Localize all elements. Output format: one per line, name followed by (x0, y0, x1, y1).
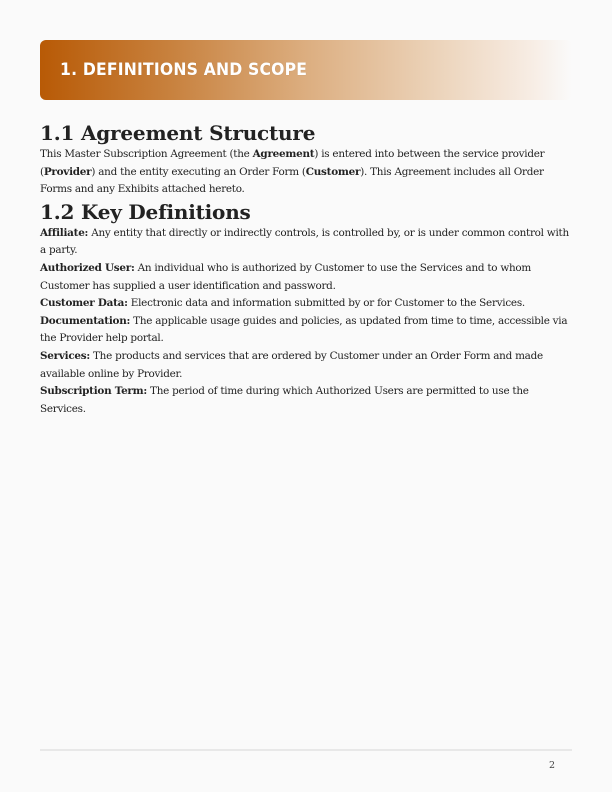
definition-text: The applicable usage guides and policies, as updated from time to time, accessible via the Provider help portal. (40, 314, 568, 345)
definition-text: Electronic data and information submitted by or for Customer to the Services. (127, 297, 525, 310)
agreement-structure-paragraph (40, 146, 572, 199)
section-heading: 1.1 Agreement Structure (40, 121, 316, 145)
defined-term-agreement: Agreement (252, 148, 315, 160)
document-page (40, 40, 572, 418)
definition-term: Authorized User: (40, 261, 135, 274)
section-agreement-structure (40, 120, 572, 199)
definition-text: The period of time during which Authorized Users are permitted to use the Services. (40, 385, 529, 415)
definition-item (40, 295, 572, 313)
definition-term: Documentation: (40, 314, 131, 327)
text-run: ). This Agreement includes all Order Forms and any Exhibits attached hereto. (40, 165, 544, 196)
definition-item (40, 260, 572, 295)
defined-term-customer: Customer (305, 165, 361, 178)
section-heading: 1.2 Key Definitions (40, 199, 251, 224)
chapter-banner (40, 40, 572, 100)
page-number: 2 (549, 760, 556, 771)
definition-term: Customer Data: (40, 297, 128, 310)
text-run: ) and the entity executing an Order Form ( (91, 165, 306, 178)
section-key-definitions (40, 199, 572, 419)
definition-text: An individual who is authorized by Customer to use the Services and to whom Customer has supplied a user identification and password. (40, 261, 532, 292)
definition-term: Affiliate: (40, 226, 89, 239)
chapter-title: 1. DEFINITIONS AND SCOPE (60, 60, 308, 80)
defined-term-provider: Provider (43, 165, 92, 178)
definition-item (40, 348, 572, 383)
definition-text: Any entity that directly or indirectly controls, is controlled by, or is under common control with a party. (40, 226, 569, 257)
definition-item (40, 313, 572, 348)
definition-text: The products and services that are ordered by Customer under an Order Form and made available online by Provider. (40, 349, 543, 380)
definition-term: Subscription Term: (40, 385, 147, 398)
definition-item (40, 225, 572, 260)
text-run: ) is entered into between the service provider ( (40, 148, 545, 178)
footer-divider (40, 749, 572, 751)
text-run: This Master Subscription Agreement (the (40, 148, 253, 160)
definition-item (40, 383, 572, 418)
definition-term: Services: (40, 349, 90, 362)
